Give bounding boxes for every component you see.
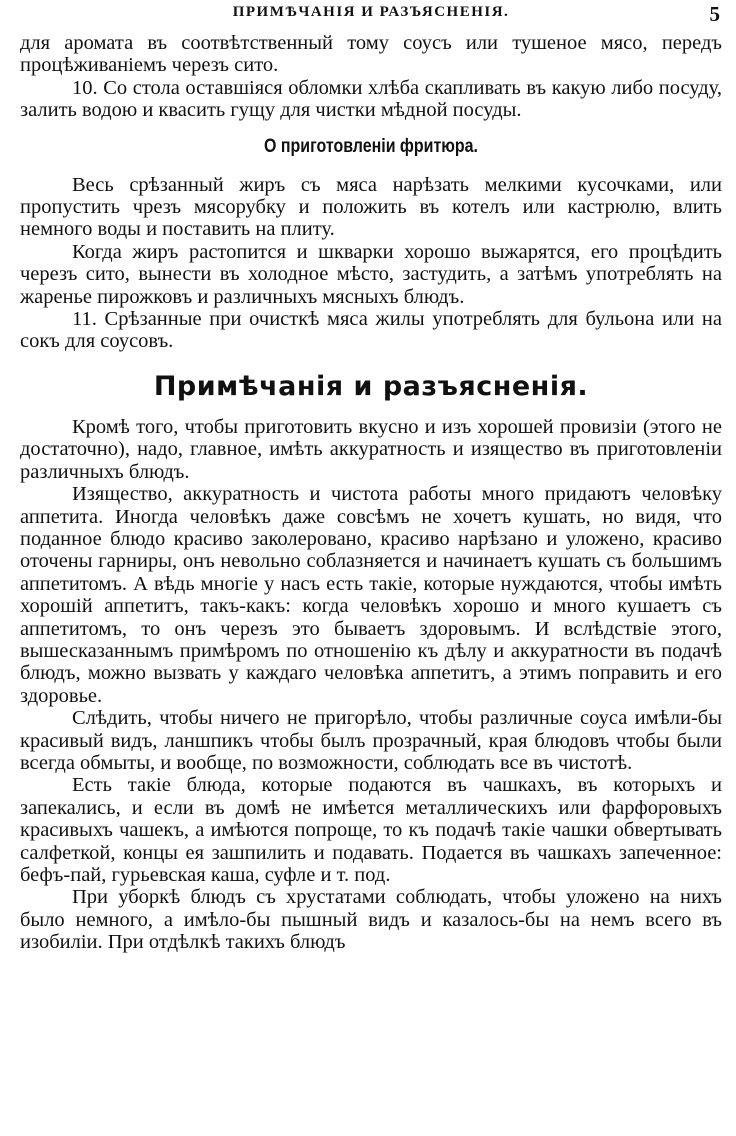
running-title: ПРИМѢЧАНІЯ И РАЗЪЯСНЕНІЯ. <box>232 4 510 20</box>
fritter-paragraph-1: Весь срѣзанный жиръ съ мяса нарѣзать мелкими кусочками, или пропустить чрезъ мясорубку и положить въ котелъ или кастрюлю, влить немного воды и поставить на плиту. <box>20 173 722 241</box>
page-number: 5 <box>709 2 720 26</box>
continuation-paragraph: для аромата въ соотвѣтственный тому соусъ или тушеное мясо, передъ процѣживаніемъ черезъ сито. <box>20 32 722 77</box>
notes-paragraph-3: Слѣдить, чтобы ничего не пригорѣло, чтобы различные соуса имѣли-бы красивый видъ, ланшпикъ чтобы былъ прозрачный, края блюдовъ чтобы были всегда обмыты, и вообще, по возможности, соблюдать все въ чистотѣ. <box>20 707 722 774</box>
notes-paragraph-1: Кромѣ того, чтобы приготовить вкусно и изъ хорошей провизіи (этого не достаточно), надо, главное, имѣть аккуратность и изящество въ приготовленіи различныхъ блюдъ. <box>20 415 722 483</box>
fritter-paragraph-2: Когда жиръ растопится и шкварки хорошо выжарятся, его процѣдить черезъ сито, вынести въ холодное мѣсто, застудить, а затѣмъ употреблять на жаренье пирожковъ и различныхъ мясныхъ блюдъ. <box>20 240 722 308</box>
item-11-paragraph: 11. Срѣзанные при очисткѣ мяса жилы употреблять для бульона или на сокъ для соусовъ. <box>20 308 722 353</box>
notes-paragraph-5: При уборкѣ блюдъ съ хрустатами соблюдать, чтобы уложено на нихъ было немного, а имѣло-бы пышный видъ и казалось-бы на немъ всего въ изобиліи. При отдѣлкѣ такихъ блюдъ <box>20 886 722 954</box>
item-10-paragraph: 10. Со стола оставшіяся обломки хлѣба скапливать въ какую либо посуду, залить водою и квасить гущу для чистки мѣдной посуды. <box>20 76 722 122</box>
notes-heading: Примѣчанія и разъясненія. <box>153 370 589 402</box>
notes-paragraph-4: Есть такіе блюда, которые подаются въ чашкахъ, въ которыхъ и запекались, и если въ домѣ не имѣется металлическихъ или фарфоровыхъ красивыхъ чашекъ, а имѣются попроще, то къ подачѣ такіе чашки обвертывать салфеткой, концы ея зашпилить и подавать. Подается въ чашкахъ запеченное: бефъ-пай, гурьевская каша, суфле и т. под. <box>20 774 722 886</box>
running-header <box>20 4 722 32</box>
fritter-heading: О приготовленіи фритюра. <box>264 135 478 157</box>
notes-paragraph-2: Изящество, аккуратность и чистота работы много придаютъ человѣку аппетита. Иногда человѣкъ даже совсѣмъ не хочетъ кушать, но видя, что поданное блюдо красиво заколеровано, красиво нарѣзано и уложено, красиво оточены гарниры, онъ невольно соблазняется и начинаетъ кушать съ большимъ аппетитомъ. А вѣдь многіе у насъ есть такіе, которые нуждаются, чтобы имѣть хорошій аппетитъ, такъ-какъ: когда человѣкъ хорошо и много кушаетъ съ аппетитомъ, то онъ черезъ это бываетъ здоровымъ. И вслѣдствіе этого, вышесказаннымъ примѣромъ по отношенію къ дѣлу и аккуратности въ подачѣ блюдъ, можно вызвать у каждаго человѣка аппетитъ, а этимъ поправить и его здоровье. <box>20 483 722 707</box>
